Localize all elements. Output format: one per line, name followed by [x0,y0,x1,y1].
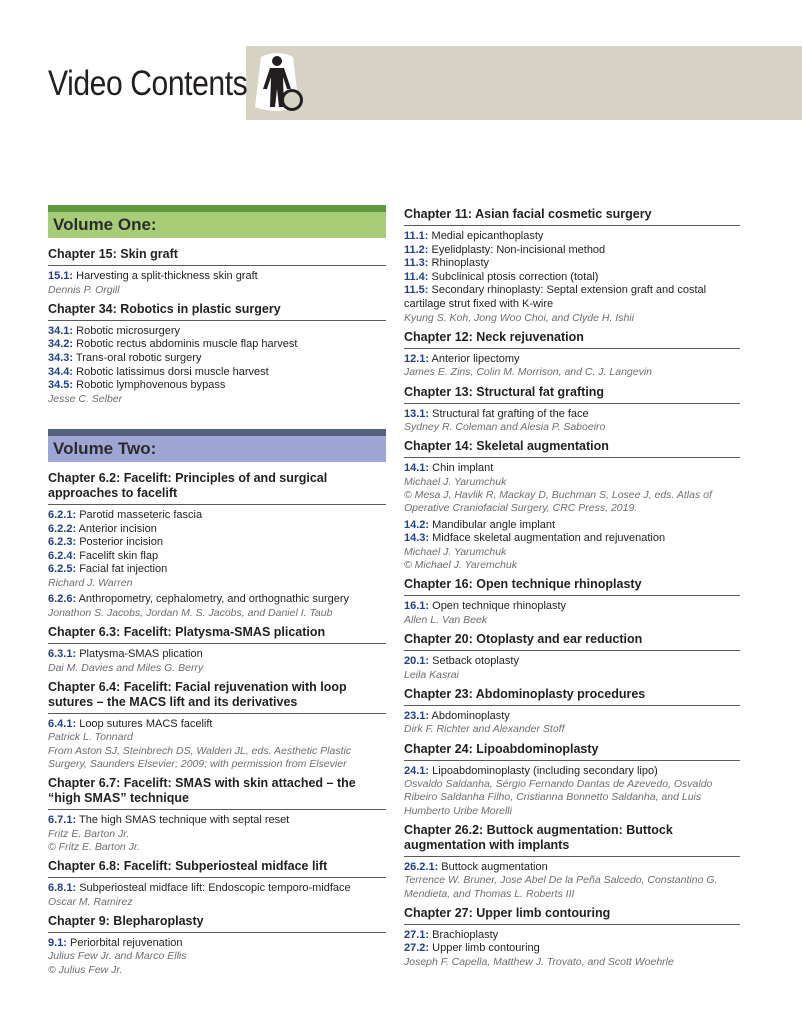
video-item[interactable] [404,353,740,367]
video-item[interactable] [48,509,386,523]
chapter-title: Chapter 20: Otoplasty and ear reduction [404,630,740,651]
author-credit: Dai M. Davies and Miles G. Berry [48,661,204,674]
video-number: 6.2.1: [48,508,77,521]
header-band [246,46,802,120]
video-title: Robotic lymphovenous bypass [73,379,226,392]
chapter-title: Chapter 26.2: Buttock augmentation: Buttock augmentation with implants [404,821,740,857]
video-title: Eyelidplasty: Non-incisional method [428,243,606,256]
video-item[interactable] [404,710,740,724]
author-credit: Jesse C. Selber [48,392,123,405]
chapter-24 [404,740,740,818]
chapter-6-2 [48,469,386,620]
chapter-title: Chapter 34: Robotics in plastic surgery [48,300,386,321]
video-title: Robotic microsurgery [73,324,181,337]
author-credit: Dennis P. Orgill [48,283,120,296]
chapter-12 [404,328,740,380]
video-title: Periorbital rejuvenation [66,936,183,949]
video-number: 15.1: [48,270,74,282]
video-number: 16.1: [404,600,430,613]
author-credit: Fritz E. Barton Jr. [48,827,130,840]
video-title: Setback otoplasty [429,654,519,667]
video-number: 34.2: [48,338,74,351]
video-item[interactable] [404,519,740,533]
video-number: 34.5: [48,379,74,392]
chapter-27 [404,904,740,969]
video-title: Brachioplasty [429,928,499,941]
author-credit: Sydney R. Coleman and Alesia P. Saboeiro [404,421,606,434]
chapter-13 [404,383,740,435]
video-title: Facelift skin flap [76,549,159,562]
video-title: Mandibular angle implant [429,518,556,531]
video-number: 24.1: [404,764,430,777]
author-credit: Leila Kasrai [404,668,459,681]
video-number: 9.1: [48,936,67,949]
video-number: 23.1: [404,709,430,722]
video-number: 11.4: [404,270,429,283]
human-figure-logo-icon [247,49,307,115]
author-credit: Kyung S. Koh, Jong Woo Choi, and Clyde H. Ishii [404,311,634,324]
volume-one-banner [48,205,386,239]
video-item[interactable] [404,532,740,546]
video-number: 27.2: [404,942,430,955]
video-number: 11.3: [404,257,429,270]
chapter-6-8 [48,857,386,909]
video-item[interactable] [48,338,386,352]
video-title: Lipoabdominoplasty (including secondary lipo) [429,764,658,777]
video-item[interactable] [48,270,386,284]
video-number: 14.1: [404,462,430,475]
video-title: Loop sutures MACS facelift [76,717,213,730]
video-number: 14.2: [404,518,430,531]
video-item[interactable] [404,600,740,614]
video-title: Robotic rectus abdominis muscle flap harvest [73,338,298,351]
author-credit: Patrick L. Tonnard [48,731,133,744]
volume-two-banner [48,429,386,463]
video-item[interactable] [404,408,740,422]
right-column [404,205,740,972]
video-title: Subperiosteal midface lift: Endoscopic temporo-midface [76,881,351,894]
video-title: Anterior lipectomy [429,352,520,365]
video-title: Abdominoplasty [429,709,510,722]
video-item[interactable] [48,648,386,662]
video-number: 6.2.5: [48,563,77,576]
video-title: Facial fat injection [76,563,168,576]
video-number: 6.2.2: [48,522,77,535]
video-item[interactable] [404,765,740,779]
video-item[interactable] [404,284,740,311]
video-title: Buttock augmentation [438,860,548,873]
video-number: 27.1: [404,928,430,941]
video-title: Rhinoplasty [428,257,490,270]
author-credit: Julius Few Jr. and Marco Ellis [48,950,187,963]
video-item[interactable] [48,366,386,380]
video-item[interactable] [48,550,386,564]
video-title: Medial epicanthoplasty [428,230,544,242]
video-number: 12.1: [404,352,430,365]
video-title: Upper limb contouring [429,942,540,955]
video-item[interactable] [404,929,740,943]
video-number: 6.8.1: [48,881,77,894]
chapter-14 [404,437,740,572]
video-number: 34.3: [48,351,74,364]
video-title: Structural fat grafting of the face [429,407,589,420]
volume-one-banner-bar [48,205,386,212]
video-number: 6.3.1: [48,647,77,660]
chapter-title: Chapter 12: Neck rejuvenation [404,328,740,349]
video-number: 26.2.1: [404,860,439,873]
video-number: 34.1: [48,324,74,337]
author-credit: Dirk F. Richter and Alexander Stoff [404,723,565,736]
video-title: Harvesting a split-thickness skin graft [73,270,258,282]
page-title: Video Contents [48,64,248,103]
chapter-title: Chapter 6.2: Facelift: Principles of and surgical approaches to facelift [48,469,386,505]
chapter-11 [404,205,740,325]
video-number: 6.4.1: [48,717,77,730]
video-item[interactable] [404,462,740,476]
video-item[interactable] [48,814,386,828]
video-number: 14.3: [404,532,430,545]
video-title: Anterior incision [76,522,157,535]
volume-two-banner-bar [48,429,386,436]
chapter-title: Chapter 9: Blepharoplasty [48,912,386,933]
video-item[interactable] [48,325,386,339]
video-title: Robotic latissimus dorsi muscle harvest [73,365,269,378]
video-item[interactable] [48,563,386,577]
chapter-title: Chapter 6.7: Facelift: SMAS with skin attached – the “high SMAS” technique [48,774,386,810]
video-title: Secondary rhinoplasty: Septal extension graft and costal cartilage strut fixed with K-wire [404,284,707,310]
author-credit: Terrence W. Bruner, Jose Abel De la Peña Salcedo, Constantino G. Mendieta, and Thomas L. Roberts III [404,874,718,900]
video-item[interactable] [404,655,740,669]
video-title: Anthropometry, cephalometry, and orthognathic surgery [76,593,350,606]
video-title: Open technique rhinoplasty [429,600,567,613]
chapter-20 [404,630,740,682]
chapter-title: Chapter 16: Open technique rhinoplasty [404,575,740,596]
volume-two-label: Volume Two: [48,436,386,462]
video-title: Platysma-SMAS plication [76,647,203,660]
author-credit: Richard J. Warren [48,576,133,589]
video-title: The high SMAS technique with septal reset [76,813,290,826]
video-title: Subclinical ptosis correction (total) [428,270,599,283]
video-item[interactable] [404,244,740,258]
chapter-title: Chapter 11: Asian facial cosmetic surgery [404,205,740,226]
video-number: 6.7.1: [48,813,77,826]
author-credit: Jonathon S. Jacobs, Jordan M. S. Jacobs, and Daniel I. Taub [48,606,333,619]
chapter-6-4 [48,678,386,771]
video-number: 6.2.3: [48,536,77,549]
video-item[interactable] [404,861,740,875]
video-number: 13.1: [404,407,430,420]
video-number: 34.4: [48,365,74,378]
chapter-title: Chapter 15: Skin graft [48,245,386,266]
chapter-title: Chapter 23: Abdominoplasty procedures [404,685,740,706]
chapter-6-7 [48,774,386,854]
video-item[interactable] [48,718,386,732]
chapter-title: Chapter 6.8: Facelift: Subperiosteal midface lift [48,857,386,878]
copyright-credit: © Michael J. Yaremchuk [404,558,517,571]
author-credit: Joseph F. Capella, Matthew J. Trovato, and Scott Woehrle [404,955,674,968]
video-number: 11.2: [404,243,429,256]
author-credit: Osvaldo Saldanha, Sérgio Fernando Dantas de Azevedo, Osvaldo Ribeiro Saldanha Filho, Cristianna Bonnetto Saldanha, and Luis Humberto Uribe Morelli [404,778,713,817]
copyright-credit: © Fritz E. Barton Jr. [48,840,140,853]
video-item[interactable] [48,352,386,366]
chapter-title: Chapter 24: Lipoabdominoplasty [404,740,740,761]
chapter-title: Chapter 27: Upper limb contouring [404,904,740,925]
video-title: Posterior incision [76,536,163,549]
video-title: Trans-oral robotic surgery [73,351,202,364]
chapter-title: Chapter 6.3: Facelift: Platysma-SMAS plication [48,623,386,644]
chapter-6-3 [48,623,386,675]
video-item[interactable] [404,230,740,244]
chapter-title: Chapter 14: Skeletal augmentation [404,437,740,458]
video-number: 6.2.6: [48,593,77,606]
author-credit: Michael J. Yarumchuk [404,475,507,488]
video-number: 11.5: [404,284,429,297]
volume-one-label: Volume One: [48,212,386,238]
video-title: Midface skeletal augmentation and rejuvenation [429,532,666,545]
chapter-26-2 [404,821,740,901]
video-number: 20.1: [404,654,430,667]
author-credit: James E. Zins, Colin M. Morrison, and C. J. Langevin [404,366,653,379]
video-number: 6.2.4: [48,549,77,562]
author-credit: Allen L. Van Beek [404,613,488,626]
video-item[interactable] [48,882,386,896]
video-title: Parotid masseteric fascia [76,508,203,521]
video-item[interactable] [48,593,386,607]
author-credit: Michael J. Yarumchuk [404,545,507,558]
chapter-15 [48,245,386,297]
chapter-title: Chapter 13: Structural fat grafting [404,383,740,404]
video-item[interactable] [404,257,740,271]
video-item[interactable] [404,271,740,285]
source-credit: From Aston SJ, Steinbrech DS, Walden JL, eds. Aesthetic Plastic Surgery, Saunders Elsevier; 2009; with permission from Elsevier [48,744,352,770]
chapter-23 [404,685,740,737]
chapter-34 [48,300,386,406]
chapter-title: Chapter 6.4: Facelift: Facial rejuvenation with loop sutures – the MACS lift and its derivatives [48,678,386,714]
video-number: 11.1: [404,230,429,242]
chapter-9 [48,912,386,977]
video-item[interactable] [404,942,740,956]
copyright-credit: © Julius Few Jr. [48,963,123,976]
copyright-credit: © Mesa J, Havlik R, Mackay D, Buchman S, Losee J, eds. Atlas of Operative Craniofacial Surgery, CRC Press, 2019. [404,489,712,515]
video-item[interactable] [48,379,386,393]
author-credit: Oscar M. Ramirez [48,895,133,908]
video-item[interactable] [48,937,386,951]
left-column [48,205,386,980]
chapter-16 [404,575,740,627]
video-item[interactable] [48,536,386,550]
video-item[interactable] [48,523,386,537]
video-title: Chin implant [429,462,494,475]
